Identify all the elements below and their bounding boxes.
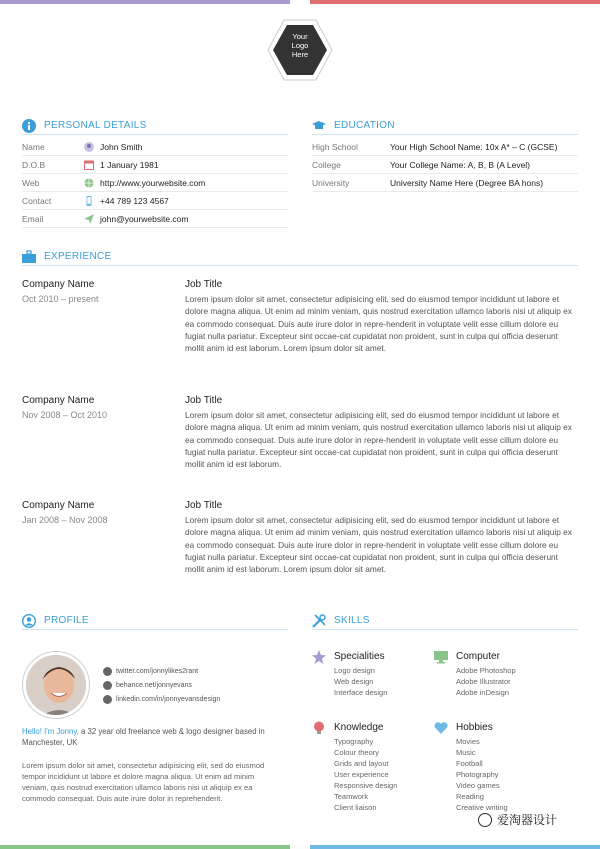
linkedin-icon	[103, 695, 112, 704]
skill-item: Client liaison	[334, 803, 377, 812]
phone-icon	[84, 196, 94, 206]
logo	[266, 18, 334, 82]
logo-text: Your Logo Here	[291, 32, 309, 59]
skill-item: Colour theory	[334, 748, 380, 757]
education-header	[312, 117, 578, 135]
skill-item: Reading	[456, 792, 484, 801]
skill-item: Logo design	[334, 666, 375, 675]
field-value: john@yourwebsite.com	[100, 213, 189, 224]
skill-item: Teamwork	[334, 792, 369, 801]
job-description: Lorem ipsum dolor sit amet, consectetur adipisicing elit, sed do eiusmod tempor incididunt ut labore et dolore magna aliqua. Ut enim ad minim veniam, quis nostrud exercitation ullamco laboris nisi ut aliquip ex ea commodo consequat. Duis aute irure dolor in repre-henderit in voluptate velit esse cillum dolore eu fugiat nulla pariatur. Excepteur sint occae-cat cupidatat non proident, sunt in culpa qui officia deserunt mollit anim id est laborum. Lorem ipsum dolor sit amet.	[185, 294, 572, 354]
education-level: College	[312, 159, 341, 170]
personal-details-header	[22, 117, 288, 135]
job-entry	[22, 279, 578, 379]
profile-header	[22, 612, 288, 630]
skill-item: Responsive design	[334, 781, 398, 790]
profile-photo	[26, 655, 89, 718]
social-link[interactable]	[103, 667, 198, 676]
field-value: http://www.yourwebsite.com	[100, 177, 206, 188]
skill-item: Adobe Photoshop	[456, 666, 516, 675]
social-link[interactable]	[103, 681, 192, 690]
lightbulb-icon	[312, 721, 326, 735]
skill-group-title: Knowledge	[334, 722, 384, 733]
personal-row-contact	[22, 192, 288, 210]
skill-item: Adobe inDesign	[456, 688, 509, 697]
field-label: Email	[22, 213, 44, 224]
skill-list	[334, 665, 387, 698]
wechat-icon	[478, 813, 492, 827]
skill-item: User experience	[334, 770, 389, 779]
field-label: Contact	[22, 195, 52, 206]
skill-item: Creative writing	[456, 803, 508, 812]
personal-details-title: PERSONAL DETAILS	[44, 120, 147, 131]
education-value: Your High School Name: 10x A* – C (GCSE)	[390, 141, 558, 152]
intro-highlight: Hello! I'm Jonny,	[22, 727, 79, 736]
field-value: John Smith	[100, 141, 143, 152]
skill-list	[456, 736, 508, 813]
education-level: High School	[312, 141, 358, 152]
paper-plane-icon	[84, 214, 94, 224]
user-icon	[84, 142, 94, 152]
job-dates: Oct 2010 – present	[22, 294, 99, 304]
skill-item: Grids and layout	[334, 759, 389, 768]
job-title: Job Title	[185, 395, 223, 406]
profile-description: Lorem ipsum dolor sit amet, consectetur adipisicing elit, sed do eiusmod tempor incididunt ut labore et dolore magna aliqua. Ut enim ad minim veniam, quis nostrud exercitation ullamco laboris nisi ut aliquip ex ea commodo consequat. Duis aute irure dolor in reprehenderit.	[22, 761, 265, 803]
social-link-text: behance.net/jonnyevans	[116, 682, 192, 689]
watermark-text: 爱淘器设计	[497, 813, 558, 827]
profile-intro	[22, 726, 272, 748]
skill-item: Web design	[334, 677, 374, 686]
heart-icon	[434, 721, 448, 735]
briefcase-icon	[22, 250, 36, 264]
education-title: EDUCATION	[334, 120, 395, 131]
skill-item: Adobe Illustrator	[456, 677, 511, 686]
education-value: Your College Name: A, B, B (A Level)	[390, 159, 531, 170]
star-icon	[312, 650, 326, 664]
skill-item: Movies	[456, 737, 480, 746]
skills-header	[312, 612, 578, 630]
job-description: Lorem ipsum dolor sit amet, consectetur adipisicing elit, sed do eiusmod tempor incididunt ut labore et dolore magna aliqua. Ut enim ad minim veniam, quis nostrud exercitation ullamco laboris nisi ut aliquip ex ea commodo consequat. Duis aute irure dolor in repre-henderit in voluptate velit esse cillum dolore eu fugiat nulla pariatur. Excepteur sint occae-cat cupidatat non proident, sunt in culpa qui officia deserunt mollit anim id est laborum.	[185, 410, 572, 470]
skill-group-hobbies	[434, 722, 564, 812]
bottom-color-bar-left	[0, 845, 290, 849]
education-row	[312, 174, 578, 192]
experience-title: EXPERIENCE	[44, 251, 112, 262]
skills-title: SKILLS	[334, 615, 370, 626]
user-circle-icon	[22, 614, 36, 628]
skill-item: Photography	[456, 770, 499, 779]
job-entry	[22, 500, 578, 600]
skill-group-title: Specialities	[334, 651, 385, 662]
education-level: University	[312, 177, 350, 188]
behance-icon	[103, 681, 112, 690]
company-name: Company Name	[22, 395, 95, 406]
top-color-bar-left	[0, 0, 290, 4]
skill-item: Music	[456, 748, 476, 757]
skill-group-knowledge	[312, 722, 442, 812]
globe-icon	[84, 178, 94, 188]
job-dates: Nov 2008 – Oct 2010	[22, 410, 108, 420]
field-label: Web	[22, 177, 40, 188]
profile-title: PROFILE	[44, 615, 89, 626]
calendar-icon	[84, 160, 94, 170]
social-link[interactable]	[103, 695, 220, 704]
tools-icon	[312, 614, 326, 628]
field-label: Name	[22, 141, 45, 152]
field-value: 1 January 1981	[100, 159, 159, 170]
social-link-text: twitter.com/jonnylikes2rant	[116, 668, 199, 675]
personal-row-web	[22, 174, 288, 192]
skill-item: Video games	[456, 781, 500, 790]
job-entry	[22, 395, 578, 495]
education-row	[312, 156, 578, 174]
field-value: +44 789 123 4567	[100, 195, 169, 206]
job-title: Job Title	[185, 279, 223, 290]
bottom-color-bar-right	[310, 845, 600, 849]
skill-item: Typography	[334, 737, 374, 746]
skill-item: Interface design	[334, 688, 388, 697]
skill-list	[334, 736, 397, 813]
intro-text: a 32 year old freelance web & logo designer based in Manchester, UK	[22, 727, 265, 747]
skill-item: Football	[456, 759, 483, 768]
graduation-cap-icon	[312, 119, 326, 133]
job-description: Lorem ipsum dolor sit amet, consectetur adipisicing elit, sed do eiusmod tempor incididunt ut labore et dolore magna aliqua. Ut enim ad minim veniam, quis nostrud exercitation ullamco laboris nisi ut aliquip ex ea commodo consequat. Duis aute irure dolor in repre-henderit in voluptate velit esse cillum dolore eu fugiat nulla pariatur. Excepteur sint occae-cat cupidatat non proident, sunt in culpa qui officia deserunt mollit anim id est laborum. Lorem ipsum dolor sit amet.	[185, 515, 572, 575]
watermark	[478, 811, 557, 828]
avatar	[23, 652, 89, 718]
company-name: Company Name	[22, 279, 95, 290]
twitter-icon	[103, 667, 112, 676]
education-value: University Name Here (Degree BA hons)	[390, 177, 544, 188]
monitor-icon	[434, 650, 448, 664]
job-title: Job Title	[185, 500, 223, 511]
experience-header	[22, 248, 578, 266]
field-label: D.O.B	[22, 159, 46, 170]
personal-row-dob	[22, 156, 288, 174]
personal-row-email	[22, 210, 288, 228]
personal-row-name	[22, 138, 288, 156]
education-row	[312, 138, 578, 156]
skill-group-title: Hobbies	[456, 722, 493, 733]
social-link-text: linkedin.com/in/jonnyevansdesign	[116, 696, 221, 703]
info-icon	[22, 119, 36, 133]
top-color-bar-right	[310, 0, 600, 4]
skill-list	[456, 665, 516, 698]
company-name: Company Name	[22, 500, 95, 511]
job-dates: Jan 2008 – Nov 2008	[22, 515, 108, 525]
skill-group-title: Computer	[456, 651, 500, 662]
